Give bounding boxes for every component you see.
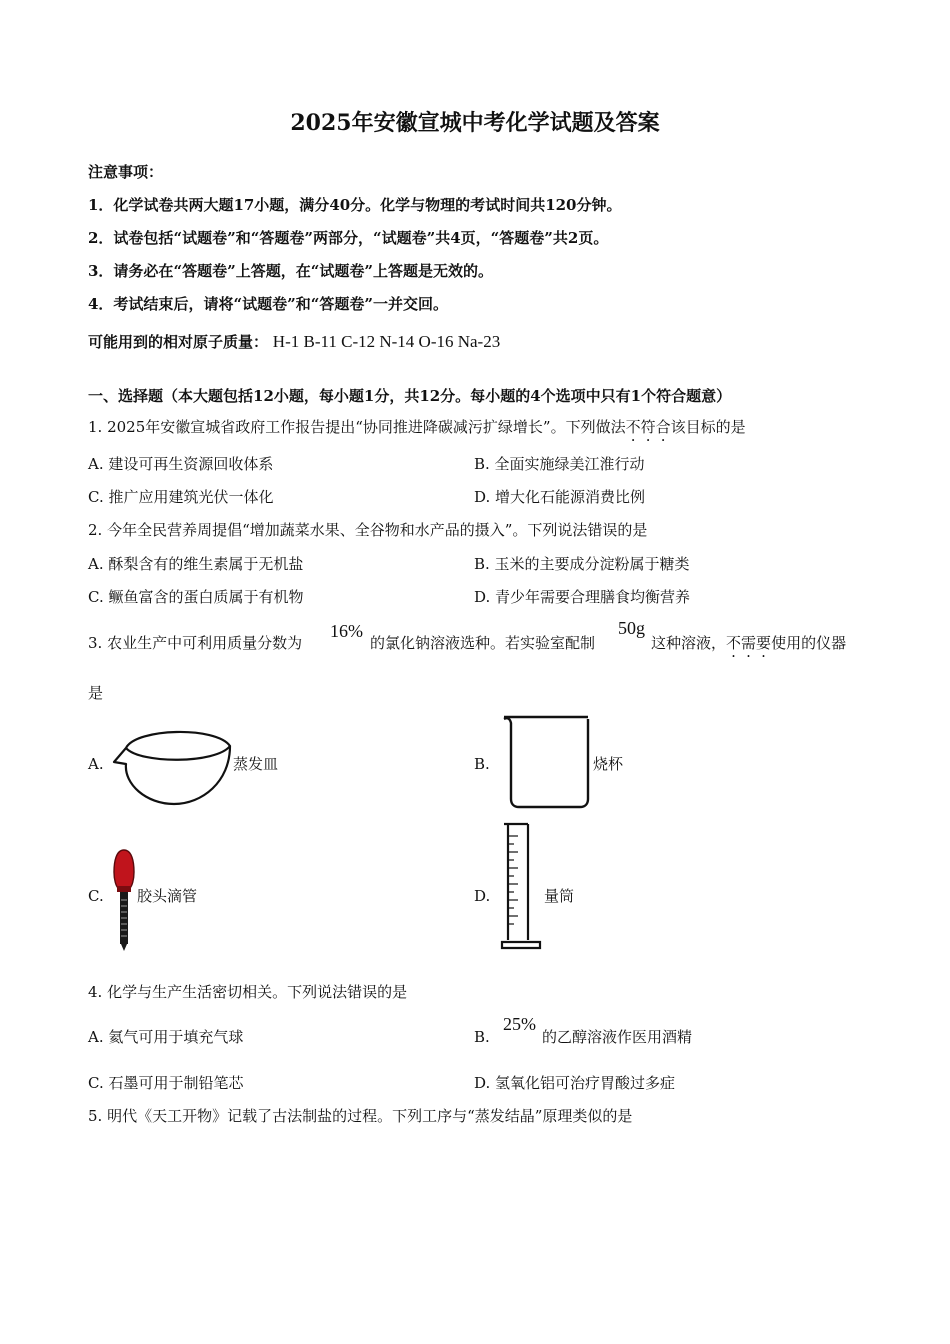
page-title: 2025年安徽宣城中考化学试题及答案 [290,110,660,136]
q1-option-b: B. 全面实施绿美江淮行动 [474,455,645,473]
q3-stem-2: 的氯化钠溶液选种。若实验室配制 [370,634,596,652]
atomic-mass-line [88,332,500,352]
notice-item-4: 4．考试结束后，请将“试题卷”和“答题卷”一并交回。 [88,295,448,313]
notice-item-2: 2．试卷包括“试题卷”和“答题卷”两部分，“试题卷”共4页，“答题卷”共2页。 [88,229,609,247]
dropper-icon [110,848,138,952]
evaporating-dish-icon [106,722,236,808]
q4-option-c: C. 石墨可用于制铅笔芯 [88,1074,244,1092]
q1-stem-pre: 1. 2025年安徽宣城省政府工作报告提出“协同推进降碳减污扩绿增长”。下列做法 [88,418,626,436]
q2-option-d: D. 青少年需要合理膳食均衡营养 [474,588,691,606]
beaker-icon [500,713,592,809]
section1-heading: 一、选择题（本大题包括12小题，每小题1分，共12分。每小题的4个选项中只有1个符合题意） [88,387,732,405]
q4-option-b-text: 的乙醇溶液作医用酒精 [542,1028,693,1046]
q4-option-b-value: 25% [503,1014,536,1034]
q1-emph-3: 合 [655,418,671,436]
notice-heading: 注意事项： [88,163,164,181]
q4-option-d: D. 氢氧化铝可治疗胃酸过多症 [474,1074,676,1092]
q1-emph-2: 符 [640,418,656,436]
q1-option-d: D. 增大化石能源消费比例 [474,488,646,506]
q4-option-a: A. 氦气可用于填充气球 [88,1028,244,1046]
q3-stem-5: 是 [88,684,104,702]
q3-value-concentration: 16% [330,621,363,641]
q3-option-c-label: 胶头滴管 [137,887,198,905]
q3-option-c-letter: C. [88,887,104,905]
q3-option-d-letter: D. [474,887,491,905]
q3-option-a-letter: A. [88,755,104,773]
q3-option-d-label: 量筒 [544,887,575,905]
q4-stem: 4. 化学与生产生活密切相关。下列说法错误的是 [88,983,408,1001]
q1-stem [88,417,746,437]
q3-option-b-label: 烧杯 [593,755,624,773]
notice-item-1: 1．化学试卷共两大题17小题，满分40分。化学与物理的考试时间共120分钟。 [88,196,622,214]
q1-emph-1: 不 [625,418,641,436]
atomic-mass-label: 可能用到的相对原子质量： [88,333,269,351]
q3-stem-1: 3. 农业生产中可利用质量分数为 [88,634,303,652]
q2-stem: 2. 今年全民营养周提倡“增加蔬菜水果、全谷物和水产品的摄入”。下列说法错误的是 [88,521,648,539]
graduated-cylinder-icon [500,822,544,952]
notice-item-3: 3．请务必在“答题卷”上答题，在“试题卷”上答题是无效的。 [88,262,493,280]
q4-option-b-letter: B. [474,1028,490,1046]
q2-option-a: A. 酥梨含有的维生素属于无机盐 [88,555,304,573]
q3-value-mass: 50g [618,618,645,638]
q3-emph-2: 需 [741,634,757,652]
q2-option-c: C. 鳜鱼富含的蛋白质属于有机物 [88,588,304,606]
q2-option-b: B. 玉米的主要成分淀粉属于糖类 [474,555,690,573]
q3-emph-3: 要 [756,634,772,652]
q3-emph-1: 不 [726,634,742,652]
q5-stem: 5. 明代《天工开物》记载了古法制盐的过程。下列工序与“蒸发结晶”原理类似的是 [88,1107,633,1125]
q3-option-b-letter: B. [474,755,490,773]
q3-stem-3a: 这种溶液， [651,634,727,652]
q1-stem-post: 该目标的是 [670,418,746,436]
q1-option-a: A. 建设可再生资源回收体系 [88,455,274,473]
q1-option-c: C. 推广应用建筑光伏一体化 [88,488,274,506]
q3-stem-3 [651,633,846,653]
atomic-mass-values: H-1 B-11 C-12 N-14 O-16 Na-23 [272,332,501,351]
q3-option-a-label: 蒸发皿 [233,755,279,773]
q3-stem-4: 使用的仪器 [771,634,847,652]
